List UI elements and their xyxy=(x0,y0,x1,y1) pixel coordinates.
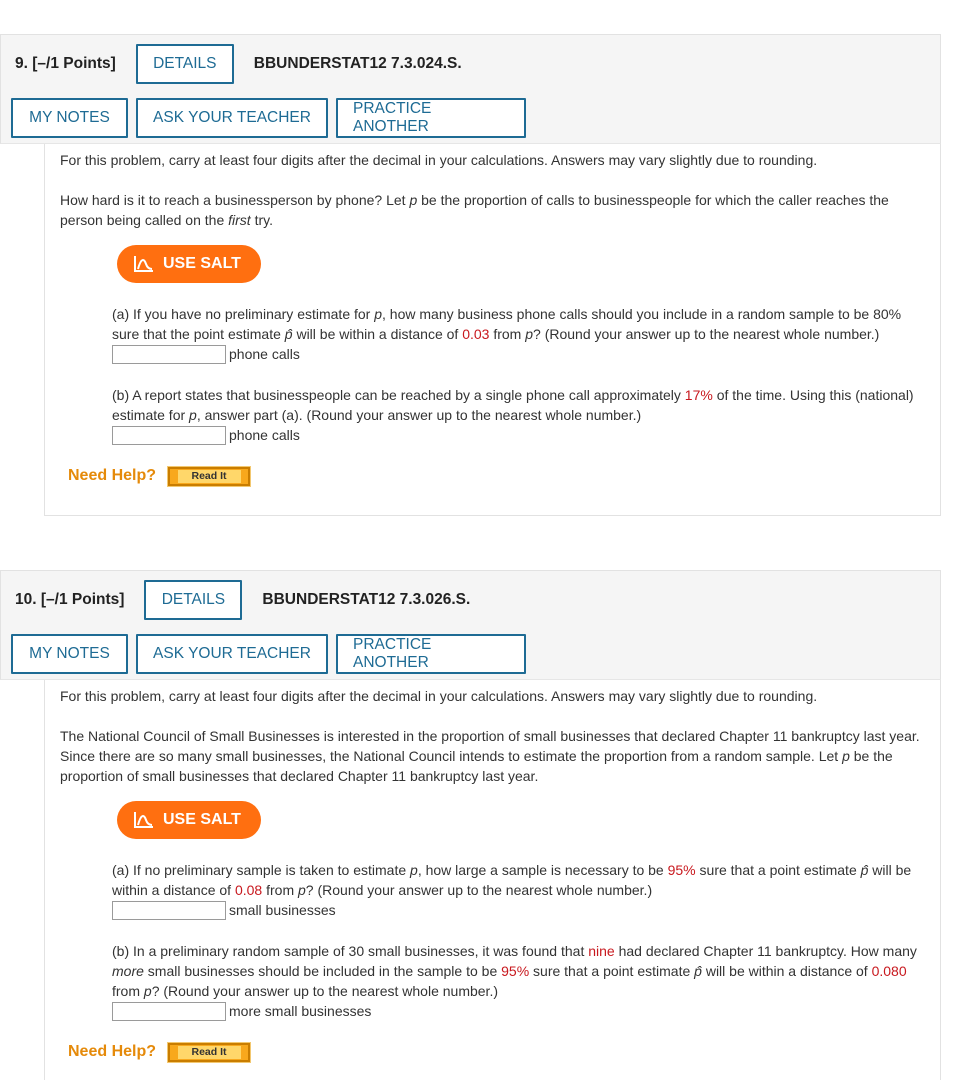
question-10 xyxy=(0,570,941,1080)
question-code: BBUNDERSTAT12 7.3.024.S. xyxy=(253,55,462,72)
salt-chart-icon xyxy=(133,254,155,274)
part-b-text: (b) In a preliminary random sample of 30 small businesses, it was found that nine had declared Chapter 11 bankruptcy. How many more small businesses should be included in the sample to be 95% sure that a point estimate p̂ will be within a distance of 0.080 from p? (Round your answer up to the nearest whole number.) xyxy=(112,943,917,999)
question-number: 10. [–/1 Points] xyxy=(15,591,125,608)
part-b-text: (b) A report states that businesspeople can be reached by a single phone call approximately 17% of the time. Using this (national) estimate for p, answer part (a). (Round your answer up to the nearest whole number.) xyxy=(112,387,914,423)
part-a-text: (a) If no preliminary sample is taken to estimate p, how large a sample is necessary to be 95% sure that a point estimate p̂ will be within a distance of 0.08 from p? (Round your answer up to the nearest whole number.) xyxy=(112,862,912,898)
instructions-text: For this problem, carry at least four digits after the decimal in your calculations. Answers may vary slightly due to rounding. xyxy=(60,152,818,168)
practice-another-button[interactable]: PRACTICE ANOTHER xyxy=(336,634,526,674)
practice-another-button[interactable]: PRACTICE ANOTHER xyxy=(336,98,526,138)
problem-stem: The National Council of Small Businesses is interested in the proportion of small businesses that declared Chapter 11 bankruptcy last year. Since there are so many small businesses, the National Council intends to estimate the proportion from a random sample. Let p be the proportion of small businesses that declared Chapter 11 bankruptcy last year. xyxy=(60,728,920,784)
details-button[interactable]: DETAILS xyxy=(136,44,234,84)
use-salt-button[interactable]: USE SALT xyxy=(117,801,261,839)
need-help-row xyxy=(68,1042,940,1062)
my-notes-button[interactable]: MY NOTES xyxy=(11,634,128,674)
need-help-label: Need Help? xyxy=(68,467,157,484)
need-help-row xyxy=(68,466,940,486)
problem-stem: How hard is it to reach a businessperson by phone? Let p be the proportion of calls to businesspeople for which the caller reaches the person being called on the first try. xyxy=(60,192,889,228)
question-body xyxy=(44,144,941,516)
part-a xyxy=(112,304,927,364)
question-body xyxy=(44,680,941,1080)
part-b xyxy=(112,941,927,1021)
part-a xyxy=(112,860,927,920)
need-help-label: Need Help? xyxy=(68,1043,157,1060)
read-it-button[interactable]: Read It xyxy=(168,467,250,486)
details-button[interactable]: DETAILS xyxy=(144,580,242,620)
answer-input-a[interactable] xyxy=(112,901,226,920)
answer-input-b[interactable] xyxy=(112,426,226,445)
instructions-text: For this problem, carry at least four digits after the decimal in your calculations. Answers may vary slightly due to rounding. xyxy=(60,688,818,704)
question-number: 9. [–/1 Points] xyxy=(15,55,116,72)
part-a-text: (a) If you have no preliminary estimate for p, how many business phone calls should you include in a random sample to be 80% sure that the point estimate p̂ will be within a distance of 0.03 from p? (Round your answer up to the nearest whole number.) xyxy=(112,306,902,342)
question-code: BBUNDERSTAT12 7.3.026.S. xyxy=(262,591,471,608)
read-it-button[interactable]: Read It xyxy=(168,1043,250,1062)
use-salt-button[interactable]: USE SALT xyxy=(117,245,261,283)
my-notes-button[interactable]: MY NOTES xyxy=(11,98,128,138)
ask-your-teacher-button[interactable]: ASK YOUR TEACHER xyxy=(136,98,328,138)
ask-your-teacher-button[interactable]: ASK YOUR TEACHER xyxy=(136,634,328,674)
question-9 xyxy=(0,34,941,516)
answer-unit-a: phone calls xyxy=(229,346,300,362)
answer-unit-b: more small businesses xyxy=(229,1003,372,1019)
part-b xyxy=(112,385,927,445)
question-header xyxy=(0,34,941,144)
question-header xyxy=(0,570,941,680)
answer-input-a[interactable] xyxy=(112,345,226,364)
answer-unit-a: small businesses xyxy=(229,902,336,918)
salt-chart-icon xyxy=(133,810,155,830)
answer-input-b[interactable] xyxy=(112,1002,226,1021)
answer-unit-b: phone calls xyxy=(229,427,300,443)
